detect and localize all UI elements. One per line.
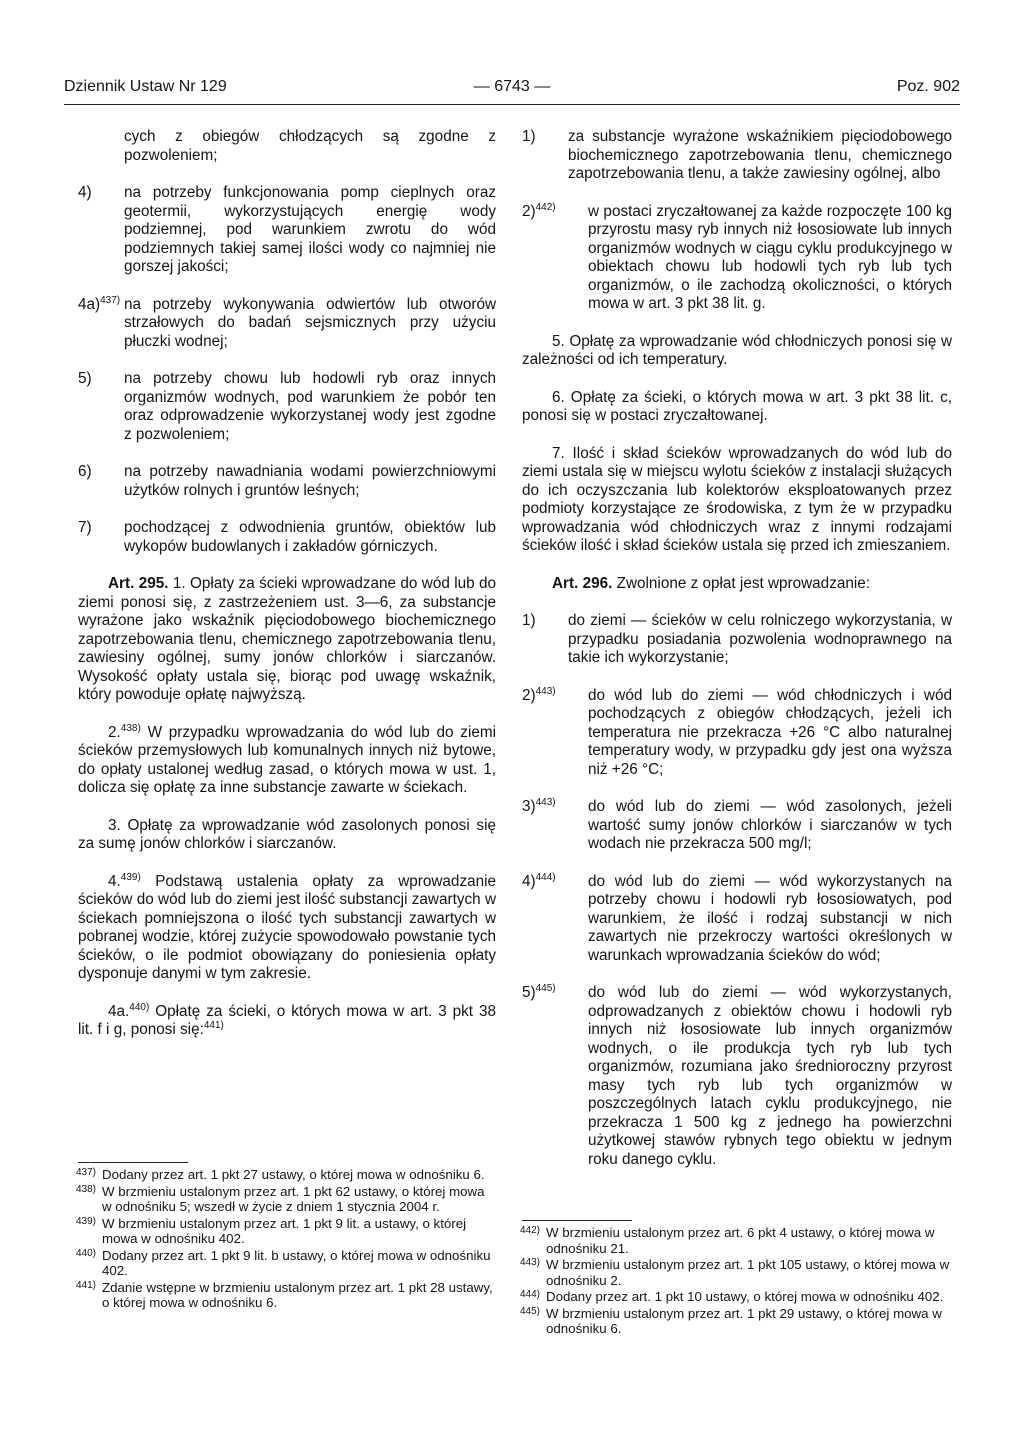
item-text: do wód lub do ziemi — wód wykorzystanych na potrzeby chowu i hodowli ryb łososiowatych, pod warunkiem, że ilość i rodzaj substancji w nich zawartych nie przekroczy wartości określonych w warunkach wprowadzania ścieków do wód;: [588, 872, 952, 964]
footnote-ref: 439): [120, 871, 141, 883]
footnote-number: 441): [76, 1279, 97, 1291]
footnote-ref: 440): [129, 1001, 150, 1013]
article-text: Zwolnione z opłat jest wprowadzanie:: [616, 574, 871, 592]
footnote: [522, 1225, 952, 1256]
footnote: [522, 1306, 952, 1337]
list-item: [522, 687, 952, 780]
footnote: [78, 1216, 496, 1247]
right-footnotes: [522, 1220, 952, 1338]
item-text: do wód lub do ziemi — wód zasolonych, jeżeli wartość sumy jonów chlorków i siarczanów w tych wodach nie przekracza 500 mg/l;: [588, 798, 952, 852]
paragraph-2: [78, 724, 496, 798]
list-item: [522, 984, 952, 1169]
item-number: [522, 984, 556, 1003]
paragraph-number: 4.: [108, 872, 121, 890]
list-item: [78, 370, 496, 444]
footnote-ref: 441): [203, 1019, 224, 1031]
footnote-number: 445): [520, 1305, 541, 1317]
footnote-ref: 437): [100, 294, 121, 306]
paragraph-5: [522, 333, 952, 370]
item-number: 1): [522, 128, 536, 145]
footnote: [522, 1257, 952, 1288]
footnote-ref: 443): [535, 796, 556, 808]
item-number: [522, 687, 556, 706]
footnote-text: W brzmieniu ustalonym przez art. 6 pkt 4 ustawy, o której mowa w odnośniku 21.: [546, 1225, 935, 1256]
footnote-number: 444): [520, 1289, 541, 1300]
paragraph-text: 5. Opłatę za wprowadzanie wód chłodniczych ponosi się w zależności od ich temperatury.: [522, 332, 952, 368]
left-column: [78, 128, 496, 1059]
footnote-number: 440): [76, 1247, 97, 1259]
footnote: [78, 1280, 496, 1311]
footnote-text: W brzmieniu ustalonym przez art. 1 pkt 105 ustawy, o której mowa w odnośniku 2.: [546, 1257, 950, 1288]
item-text: za substancje wyrażone wskaźnikiem pięciodobowego biochemicznego zapotrzebowania tlenu, chemicznego zapotrzebowania tlenu, a także zawiesiny ogólnej, albo: [568, 128, 952, 182]
item-text: w postaci zryczałtowanej za każde rozpoczęte 100 kg przyrostu masy ryb innych niż łososiowate lub innych organizmów wodnych w ciągu cyklu produkcyjnego w obiektach chowu lub hodowli tych ryb lub tych organizmów, o ile zachodzą okoliczności, o których mowa w art. 3 pkt 38 lit. g.: [588, 202, 952, 312]
footnote-number: 438): [76, 1183, 97, 1195]
footnote-ref: 443): [535, 685, 556, 697]
paragraph-text: Opłatę za ścieki, o których mowa w art. 3 pkt 38 lit. f i g, ponosi się:: [78, 1002, 496, 1038]
footnote-separator: [78, 1162, 188, 1163]
page-header: [64, 78, 960, 105]
item-number: 7): [78, 519, 92, 536]
footnote-ref: 442): [535, 201, 556, 213]
item-text: na potrzeby nawadniania wodami powierzchniowymi użytków rolnych i gruntów leśnych;: [124, 463, 496, 499]
item-text: do wód lub do ziemi — wód chłodniczych i wód pochodzących z obiegów chłodzących, jeżeli ich temperatura nie przekracza +26 °C albo naturalnej temperatury wody, w przypadku gdy jest ona wyższa niż +26 °C;: [588, 686, 952, 778]
footnote-ref: 438): [120, 722, 141, 734]
paragraph-4a: [78, 1003, 496, 1040]
footnote-separator: [522, 1220, 632, 1221]
footnote-number: 437): [76, 1167, 97, 1178]
footnote-text: Dodany przez art. 1 pkt 10 ustawy, o której mowa w odnośniku 402.: [546, 1289, 944, 1304]
paragraph-text: Podstawą ustalenia opłaty za wprowadzanie ścieków do wód lub do ziemi jest ilość substancji zawartych w ściekach pomniejszona o ilość tych substancji zawartych w pobranej wodzie, której zużycie spowodowało powstanie tych ścieków, o ile podmiot obowiązany do poniesienia opłaty dysponuje danymi w tym zakresie.: [78, 872, 497, 982]
page-number: — 6743 —: [473, 78, 551, 95]
footnote-text: Dodany przez art. 1 pkt 9 lit. b ustawy, o której mowa w odnośniku 402.: [102, 1247, 491, 1278]
paragraph-number: 2.: [108, 723, 121, 741]
item-number-label: 5): [522, 984, 536, 1001]
position-number: Poz. 902: [896, 78, 960, 95]
list-item: [78, 184, 496, 277]
footnote: [78, 1184, 496, 1215]
item-number-label: 4): [522, 872, 536, 890]
paragraph-7: [522, 445, 952, 556]
item-number: [522, 873, 556, 892]
paragraph-text: W przypadku wprowadzania do wód lub do ziemi ścieków przemysłowych lub komunalnych innych niż bytowe, do opłaty ustalonej według zasad, o których mowa w ust. 1, dolicza się opłatę za inne substancje zawarte w ściekach.: [78, 723, 496, 796]
item-text: na potrzeby wykonywania odwiertów lub otworów strzałowych do badań sejsmicznych przy użyciu płuczki wodnej;: [124, 295, 496, 350]
footnote-number: 442): [520, 1225, 541, 1236]
footnote-text: W brzmieniu ustalonym przez art. 1 pkt 9 lit. a ustawy, o której mowa w odnośniku 402.: [102, 1215, 467, 1246]
footnote-text: Dodany przez art. 1 pkt 27 ustawy, o której mowa w odnośniku 6.: [102, 1167, 485, 1182]
right-column: [522, 128, 952, 1188]
item-text: do ziemi — ścieków w celu rolniczego wykorzystania, w przypadku posiadania pozwolenia wodnoprawnego na takie ich wykorzystanie;: [568, 612, 952, 666]
item-number: 5): [78, 370, 92, 387]
footnote-number: 439): [76, 1215, 97, 1227]
article-label: Art. 296.: [552, 574, 613, 592]
list-item: [522, 612, 952, 668]
footnote-text: W brzmieniu ustalonym przez art. 1 pkt 62 ustawy, o której mowa w odnośniku 5; wszedł w życie z dniem 1 stycznia 2004 r.: [102, 1183, 485, 1214]
footnote-text: W brzmieniu ustalonym przez art. 1 pkt 29 ustawy, o której mowa w odnośniku 6.: [546, 1305, 942, 1336]
list-item: [522, 873, 952, 966]
article-label: Art. 295.: [108, 575, 169, 592]
list-item: [78, 128, 496, 165]
footnote: [78, 1248, 496, 1279]
list-item: [78, 463, 496, 500]
item-text: do wód lub do ziemi — wód wykorzystanych, odprowadzanych z obiektów chowu i hodowli ryb innych niż łososiowate lub innych organizmów wodnych, o ile produkcja tych ryb lub tych organizmów, rozumiana jako średnioroczny przyrost masy tych ryb lub tych organizmów w poszczególnych latach cyklu produkcyjnego, nie przekracza 1 500 kg z jednego ha powierzchni użytkowej stawów rybnych tego obiektu w jednym roku danego cyklu.: [588, 984, 952, 1168]
item-number-label: 4a): [78, 295, 101, 313]
list-item: [522, 798, 952, 854]
paragraph-4: [78, 873, 496, 984]
footnote-text: Zdanie wstępne w brzmieniu ustalonym przez art. 1 pkt 28 ustawy, o której mowa w odnośniku 6.: [102, 1279, 493, 1310]
paragraph-text: 6. Opłatę za ścieki, o których mowa w art. 3 pkt 38 lit. c, ponosi się w postaci zryczałtowanej.: [522, 388, 952, 424]
item-number: 4): [78, 184, 92, 201]
item-text: cych z obiegów chłodzących są zgodne z pozwoleniem;: [124, 128, 496, 164]
item-number-label: 2): [522, 202, 536, 220]
footnote-number: 443): [520, 1257, 541, 1268]
paragraph-text: 3. Opłatę za wprowadzanie wód zasolonych ponosi się za sumę jonów chlorków i siarczanów.: [78, 816, 496, 852]
article-295: [78, 575, 496, 705]
item-text: na potrzeby funkcjonowania pomp cieplnych oraz geotermii, wykorzystujących energię wody podziemnej, pod warunkiem zwrotu do wód podziemnych takiej samej ilości wody co najmniej nie gorszej jakości;: [124, 184, 496, 275]
item-number: 1): [522, 612, 536, 629]
footnote-ref: 445): [535, 982, 556, 994]
item-number-label: 3): [522, 798, 536, 815]
list-item: [522, 128, 952, 184]
article-text: 1. Opłaty za ścieki wprowadzane do wód lub do ziemi ponosi się, z zastrzeżeniem ust. 3—6, za substancje wyrażone jako wskaźnik pięciodobowego biochemicznego zapotrzebowania tlenu, chemicznego zapotrzebowania tlenu, zawiesiny ogólnej, sumy jonów chlorków i siarczanów. Wysokość opłaty ustala się, biorąc pod uwagę wskaźnik, który powoduje opłatę najwyższą.: [78, 575, 497, 703]
journal-title: Dziennik Ustaw Nr 129: [64, 78, 227, 95]
footnote: [522, 1289, 952, 1305]
paragraph-number: 4a.: [108, 1002, 130, 1020]
list-item: [78, 296, 496, 352]
left-footnotes: [78, 1162, 496, 1312]
item-number-label: 2): [522, 686, 536, 704]
list-item: [522, 203, 952, 314]
article-296: [522, 575, 952, 594]
paragraph-3: [78, 817, 496, 854]
item-number: 6): [78, 463, 92, 480]
item-number: [522, 203, 556, 222]
paragraph-text: 7. Ilość i skład ścieków wprowadzanych do wód lub do ziemi ustala się w miejscu wylotu ścieków z instalacji służących do ich oczyszczania lub kolektorów eksploatowanych przez podmioty korzystające ze środowiska, z tym że w przypadku wprowadzania wód chłodniczych wraz z innymi rodzajami ścieków ilość i skład ścieków ustala się przed ich zmieszaniem.: [522, 444, 952, 554]
item-text: pochodzącej z odwodnienia gruntów, obiektów lub wykopów budowlanych i zakładów górniczych.: [124, 519, 496, 555]
list-item: [78, 519, 496, 556]
item-text: na potrzeby chowu lub hodowli ryb oraz innych organizmów wodnych, pod warunkiem że pobór ten oraz odprowadzenie wykorzystanej wody jest zgodne z pozwoleniem;: [124, 370, 496, 443]
footnote-ref: 444): [535, 871, 556, 883]
footnote: [78, 1167, 496, 1183]
item-number: [522, 798, 556, 817]
paragraph-6: [522, 389, 952, 426]
item-number: [78, 296, 120, 315]
